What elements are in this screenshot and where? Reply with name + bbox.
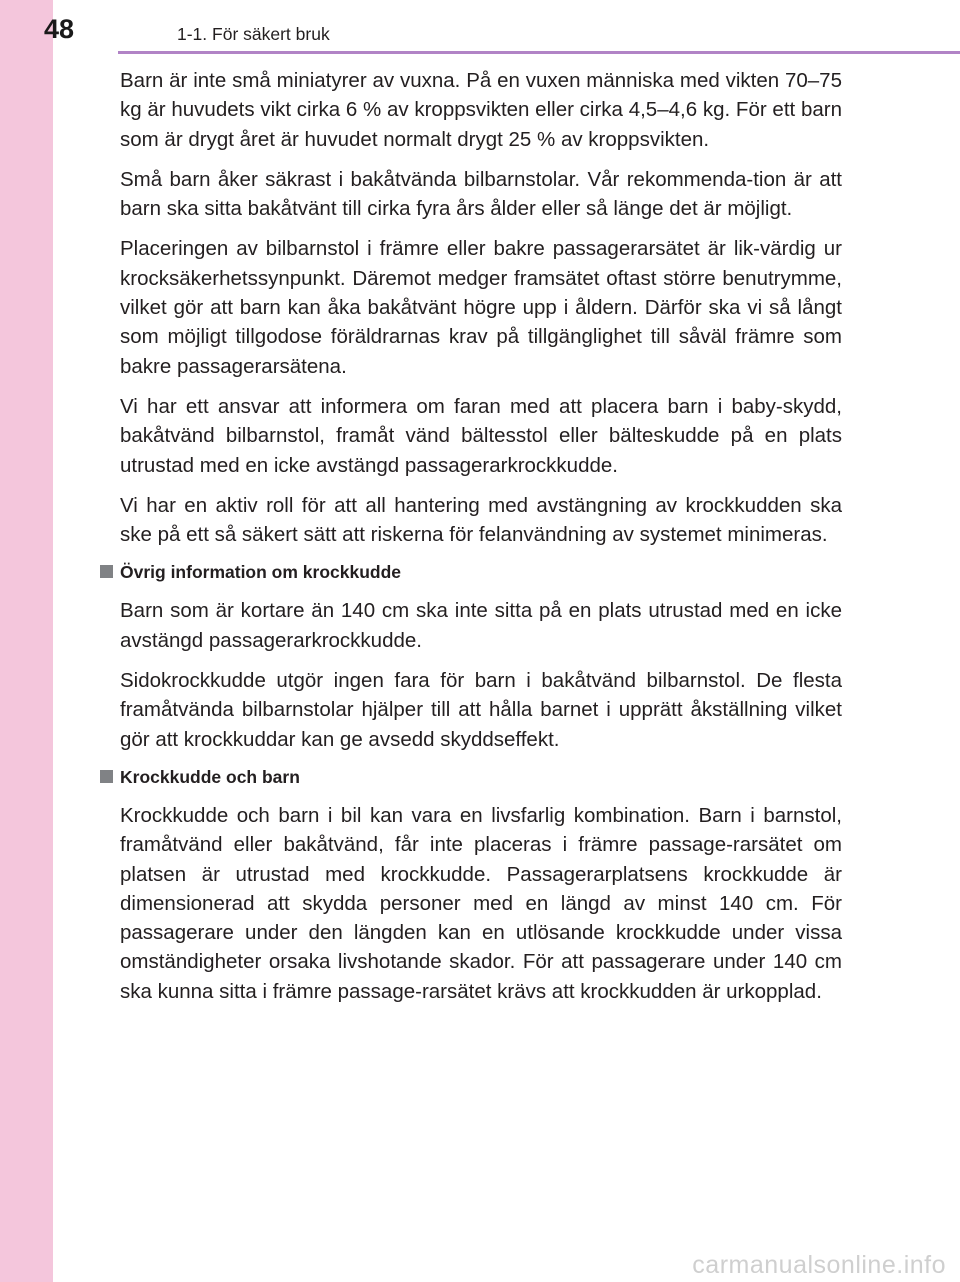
section-heading [100,765,842,789]
paragraph: Små barn åker säkrast i bakåtvända bilbarnstolar. Vår rekommenda-tion är att barn ska sitta bakåtvänt till cirka fyra års ålder eller så länge det är möjligt. [120,167,842,221]
header-rule [118,51,960,54]
side-color-band [0,0,53,1282]
square-bullet-icon [100,770,113,783]
page-number: 48 [43,14,75,44]
chapter-title: 1-1. För säkert bruk [177,24,330,44]
page-content [120,66,842,1017]
paragraph: Sidokrockkudde utgör ingen fara för barn i bakåtvänd bilbarnstol. De flesta framåtvända bilbarnstolar hjälper till att hålla barnet i upprätt åkställning vilket gör att krockkuddar kan ge avsedd skyddseffekt. [120,669,842,751]
section-heading-text: Övrig information om krockkudde [120,562,402,583]
section-heading [100,560,842,584]
paragraph: Krockkudde och barn i bil kan vara en livsfarlig kombination. Barn i barnstol, framåtvänd eller bakåtvänd, får inte placeras i främre passage-rarsätet om platsen är utrustad med krockkudde. Passagerarplatsens krockkudde är dimensionerad att skydda personer med en längd av minst 140 cm. För passagerare under den längden kan en utlösande krockkudde under vissa omständigheter orsaka livshotande skador. För att passagerare under 140 cm ska kunna sitta i främre passage-rarsätet krävs att krockkudden är urkopplad. [120,803,842,1003]
paragraph: Vi har en aktiv roll för att all hantering med avstängning av krockkudden ska ske på ett så säkert sätt att riskerna för felanvändning av systemet minimeras. [120,493,842,547]
watermark: carmanualsonline.info [692,1251,946,1279]
paragraph: Placeringen av bilbarnstol i främre eller bakre passagerarsätet är lik-värdig ur krocksäkerhetssynpunkt. Däremot medger framsätet oftast större benutrymme, vilket gör att barn kan åka bakåtvänt högre upp i åldern. Därför ska vi så långt som möjligt tillgodose föräldrarnas krav på tillgänglighet till såväl främre som bakre passagerarsätena. [120,237,842,378]
paragraph: Barn som är kortare än 140 cm ska inte sitta på en plats utrustad med en icke avstängd passagerarkrockkudde. [120,599,842,652]
paragraph: Vi har ett ansvar att informera om faran med att placera barn i baby-skydd, bakåtvänd bilbarnstol, framåt vänd bältesstol eller bälteskudde på en plats utrustad med en icke avstängd passagerarkrockkudde. [120,394,842,477]
paragraph: Barn är inte små miniatyrer av vuxna. På en vuxen människa med vikten 70–75 kg är huvudets vikt cirka 6 % av kroppsvikten eller cirka 4,5–4,6 kg. För ett barn som är drygt året är huvudet normalt drygt 25 % av kroppsvikten. [120,69,842,151]
section-heading-text: Krockkudde och barn [120,766,300,787]
square-bullet-icon [100,565,113,578]
